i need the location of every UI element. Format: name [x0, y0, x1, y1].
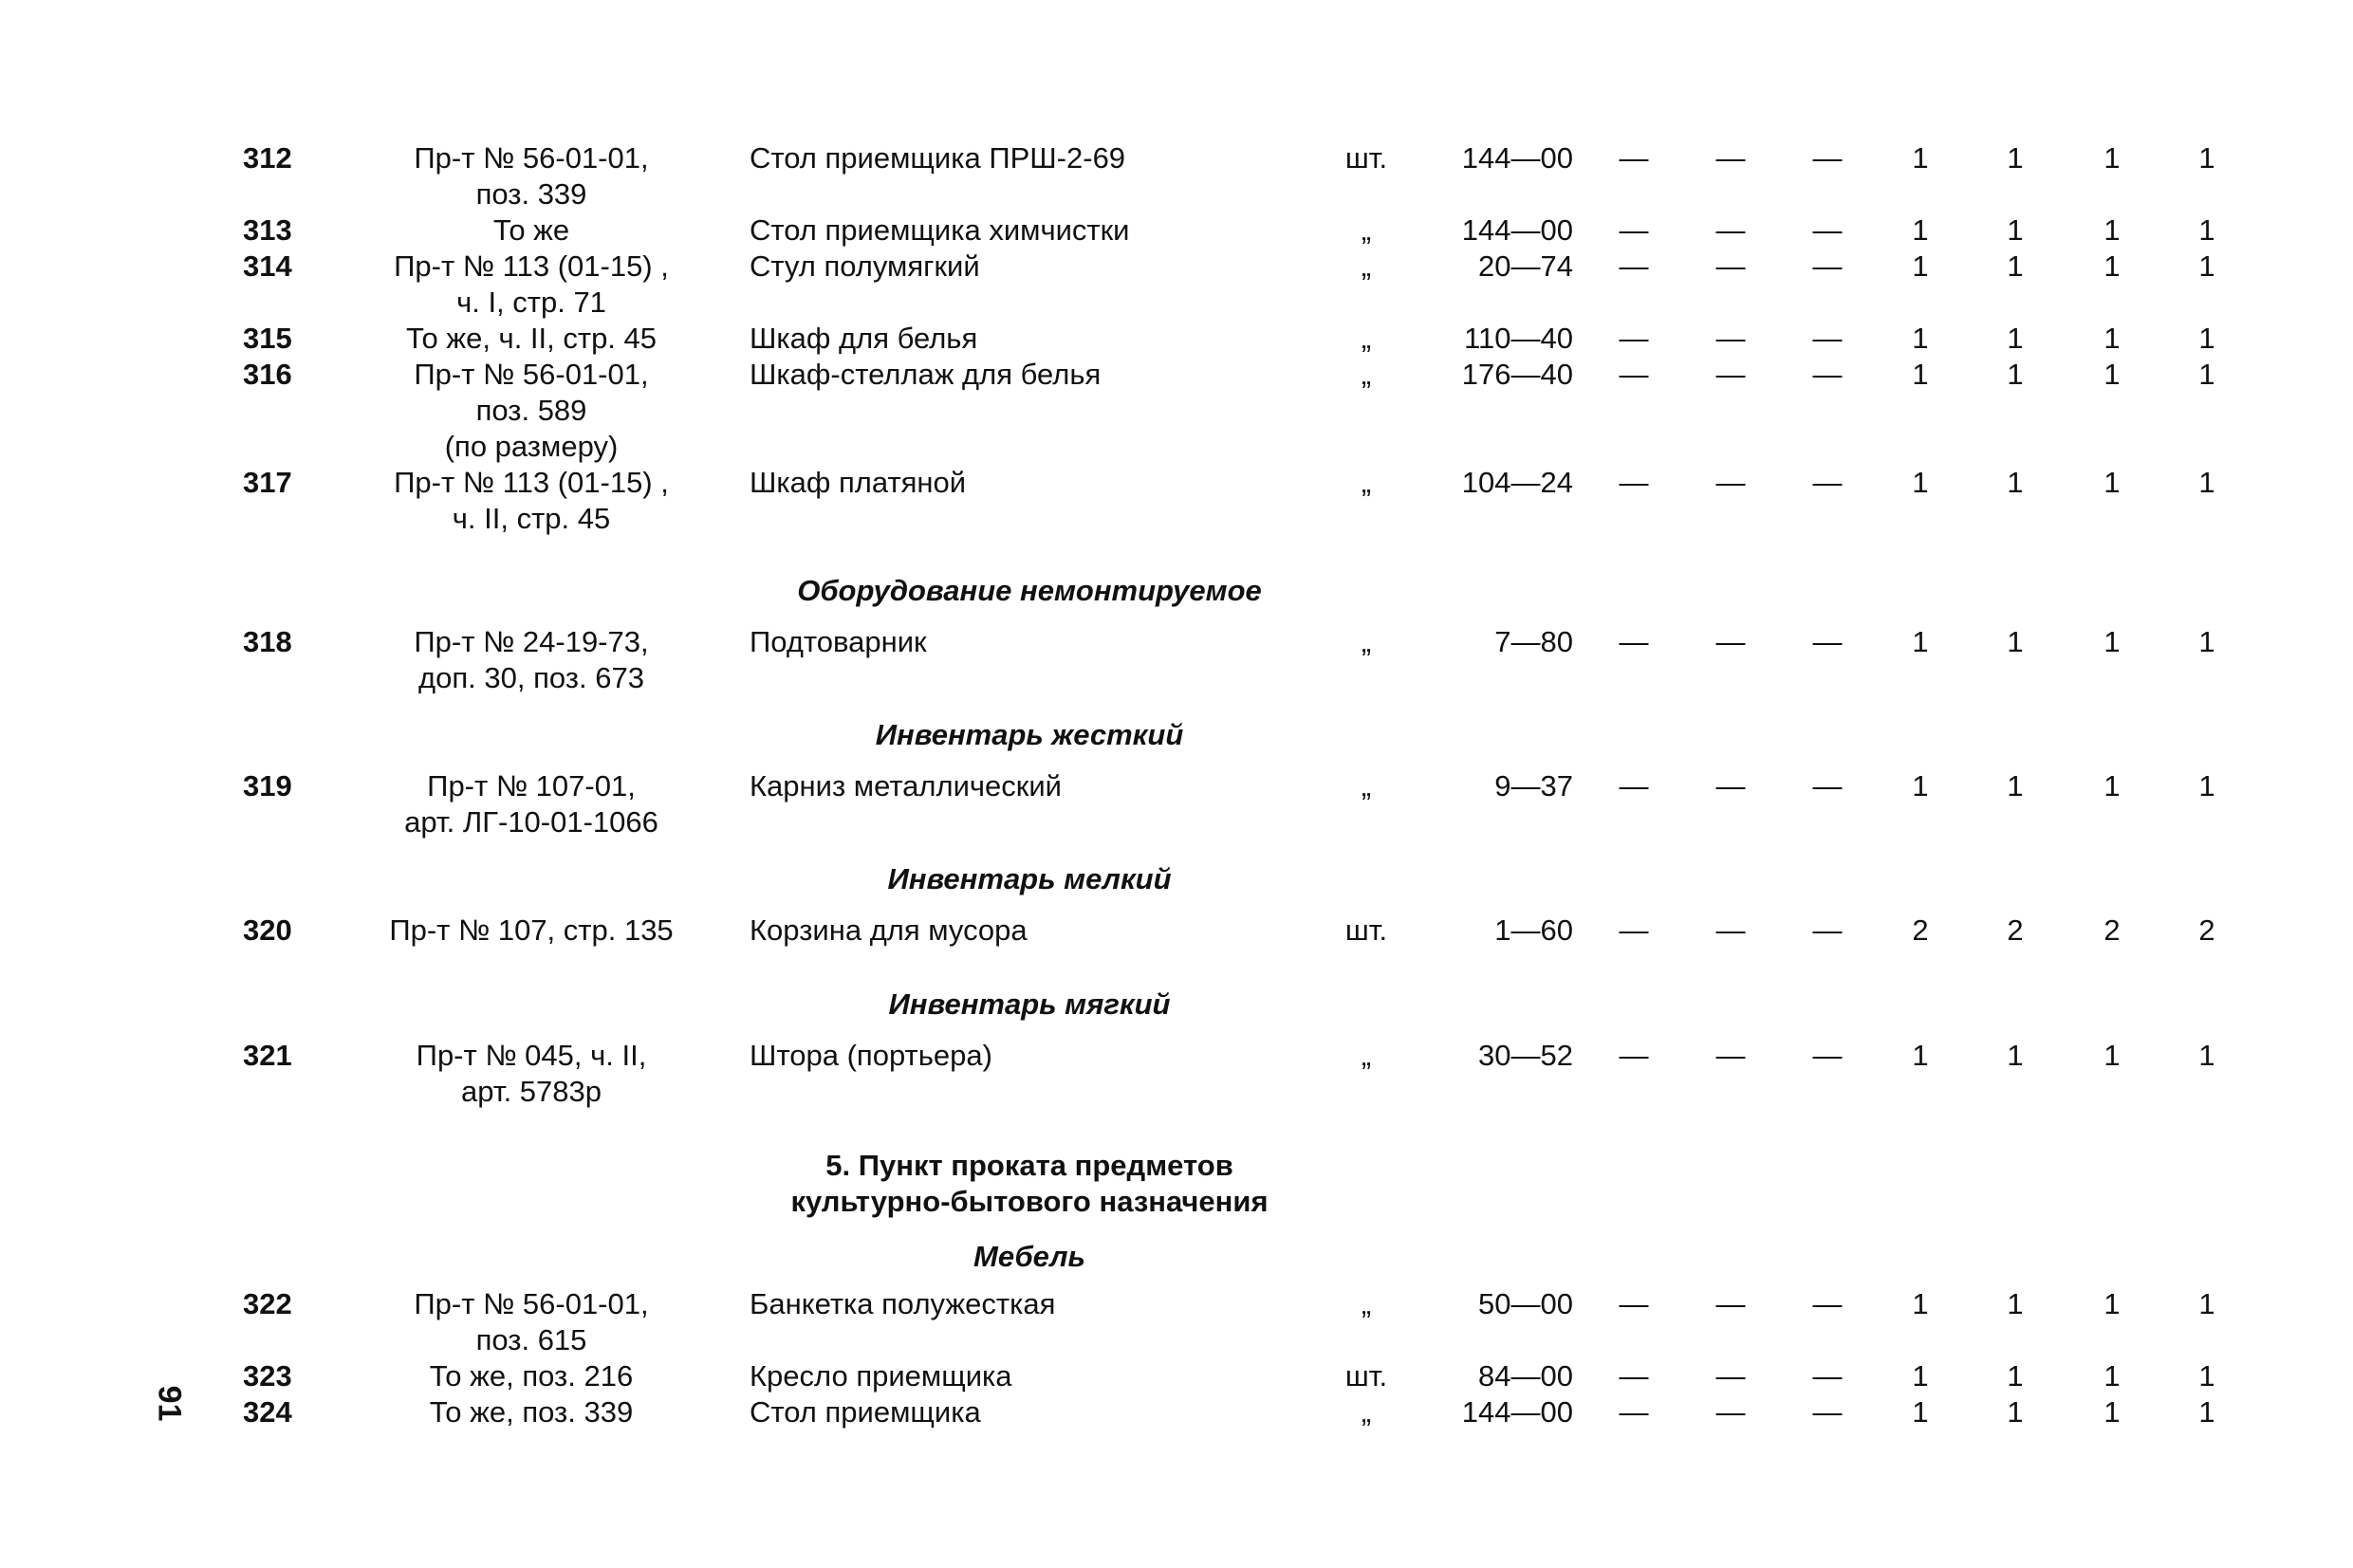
reference-cell: То же, поз. 339: [429, 1395, 634, 1429]
row-number: 317: [243, 466, 292, 499]
quantity-cell: 1: [2198, 358, 2215, 391]
reference-cell: Пр-т № 113 (01-15) , ч. II, стр. 45: [394, 466, 669, 535]
reference-cell: Пр-т № 045, ч. II, арт. 5783р: [416, 1039, 647, 1108]
heading-inventory-hard: Инвентарь жесткий: [875, 718, 1184, 751]
heading-equipment-nonmount: Оборудование немонтируемое: [797, 574, 1262, 607]
quantity-cell: —: [1812, 213, 1843, 247]
unit-cell: шт.: [1344, 1359, 1388, 1393]
item-name-cell: Штора (портьера): [750, 1039, 992, 1072]
quantity-cell: 1: [1912, 625, 1929, 658]
row-number: 314: [243, 249, 292, 283]
quantity-cell: 1: [2198, 1287, 2215, 1320]
row-number: 324: [243, 1395, 292, 1429]
price-cell: 144—00: [1461, 1395, 1573, 1429]
quantity-cell: 1: [2007, 769, 2024, 802]
item-name-cell: Шкаф для белья: [750, 322, 978, 355]
quantity-cell: —: [1715, 358, 1746, 391]
quantity-cell: —: [1715, 466, 1746, 499]
quantity-cell: —: [1715, 1287, 1746, 1320]
quantity-cell: 1: [1912, 249, 1929, 283]
quantity-cell: 1: [2103, 358, 2121, 391]
price-cell: 144—00: [1461, 213, 1573, 247]
quantity-cell: —: [1715, 1359, 1746, 1393]
quantity-cell: 1: [2103, 322, 2121, 355]
quantity-cell: 2: [1912, 913, 1929, 947]
quantity-cell: 1: [2198, 1359, 2215, 1393]
price-cell: 9—37: [1494, 769, 1573, 802]
quantity-cell: 1: [2103, 1039, 2121, 1072]
price-cell: 84—00: [1478, 1359, 1573, 1393]
quantity-cell: 1: [2103, 1287, 2121, 1320]
quantity-cell: —: [1715, 141, 1746, 175]
quantity-cell: —: [1812, 913, 1843, 947]
quantity-cell: 1: [2103, 1359, 2121, 1393]
quantity-cell: 1: [2198, 1395, 2215, 1429]
unit-cell: шт.: [1344, 141, 1388, 175]
unit-cell: „: [1361, 1039, 1372, 1072]
quantity-cell: 1: [2198, 322, 2215, 355]
reference-cell: Пр-т № 113 (01-15) , ч. I, стр. 71: [394, 249, 669, 319]
quantity-cell: —: [1812, 1039, 1843, 1072]
quantity-cell: 1: [2007, 1395, 2024, 1429]
row-number: 315: [243, 322, 292, 355]
quantity-cell: 1: [2103, 141, 2121, 175]
quantity-cell: 1: [2007, 1287, 2024, 1320]
quantity-cell: 1: [1912, 322, 1929, 355]
quantity-cell: —: [1812, 249, 1843, 283]
quantity-cell: 1: [1912, 769, 1929, 802]
quantity-cell: 1: [2198, 213, 2215, 247]
reference-cell: То же, ч. II, стр. 45: [405, 322, 658, 355]
quantity-cell: 1: [1912, 1395, 1929, 1429]
quantity-cell: 1: [2103, 213, 2121, 247]
section-5-title-line2: культурно-бытового назначения: [790, 1185, 1269, 1218]
quantity-cell: —: [1812, 625, 1843, 658]
unit-cell: шт.: [1344, 913, 1388, 947]
quantity-cell: 2: [2198, 913, 2215, 947]
unit-cell: „: [1361, 1395, 1372, 1429]
quantity-cell: 1: [2103, 249, 2121, 283]
quantity-cell: 1: [2007, 1039, 2024, 1072]
quantity-cell: —: [1715, 913, 1746, 947]
quantity-cell: 2: [2007, 913, 2024, 947]
quantity-cell: —: [1812, 322, 1843, 355]
quantity-cell: —: [1812, 1359, 1843, 1393]
quantity-cell: 1: [1912, 358, 1929, 391]
price-cell: 144—00: [1461, 141, 1573, 175]
quantity-cell: 1: [2007, 466, 2024, 499]
reference-cell: То же: [492, 213, 570, 247]
item-name-cell: Кресло приемщика: [750, 1359, 1012, 1393]
reference-cell: Пр-т № 107, стр. 135: [389, 913, 674, 947]
price-cell: 104—24: [1461, 466, 1573, 499]
heading-inventory-small: Инвентарь мелкий: [887, 862, 1172, 895]
quantity-cell: —: [1812, 1287, 1843, 1320]
quantity-cell: —: [1619, 913, 1649, 947]
quantity-cell: —: [1715, 249, 1746, 283]
quantity-cell: —: [1619, 249, 1649, 283]
item-name-cell: Подтоварник: [750, 625, 927, 658]
heading-furniture: Мебель: [973, 1240, 1085, 1273]
section-5-title-line1: 5. Пункт проката предметов: [825, 1149, 1233, 1182]
quantity-cell: 1: [2007, 1359, 2024, 1393]
row-number: 319: [243, 769, 292, 802]
reference-cell: Пр-т № 56-01-01, поз. 339: [414, 141, 649, 211]
quantity-cell: —: [1812, 769, 1843, 802]
quantity-cell: —: [1812, 466, 1843, 499]
price-cell: 1—60: [1494, 913, 1573, 947]
quantity-cell: 1: [2103, 466, 2121, 499]
price-cell: 110—40: [1464, 322, 1573, 355]
item-name-cell: Стол приемщика ПРШ-2-69: [750, 141, 1126, 175]
quantity-cell: 1: [2198, 769, 2215, 802]
price-cell: 30—52: [1478, 1039, 1573, 1072]
quantity-cell: —: [1619, 1359, 1649, 1393]
quantity-cell: —: [1812, 1395, 1843, 1429]
row-number: 320: [243, 913, 292, 947]
quantity-cell: —: [1619, 1287, 1649, 1320]
row-number: 323: [243, 1359, 292, 1393]
quantity-cell: —: [1619, 1395, 1649, 1429]
quantity-cell: 1: [2103, 625, 2121, 658]
quantity-cell: 1: [2007, 625, 2024, 658]
quantity-cell: —: [1619, 358, 1649, 391]
quantity-cell: 1: [1912, 1039, 1929, 1072]
item-name-cell: Банкетка полужесткая: [750, 1287, 1056, 1320]
unit-cell: „: [1361, 322, 1372, 355]
page-number: 91: [151, 1385, 188, 1422]
item-name-cell: Шкаф платяной: [750, 466, 967, 499]
unit-cell: „: [1361, 249, 1372, 283]
quantity-cell: —: [1619, 322, 1649, 355]
quantity-cell: —: [1812, 141, 1843, 175]
quantity-cell: 1: [2198, 466, 2215, 499]
price-cell: 50—00: [1478, 1287, 1573, 1320]
quantity-cell: 1: [1912, 466, 1929, 499]
quantity-cell: —: [1715, 213, 1746, 247]
row-number: 312: [243, 141, 292, 175]
quantity-cell: 1: [2198, 1039, 2215, 1072]
quantity-cell: —: [1812, 358, 1843, 391]
price-cell: 7—80: [1494, 625, 1573, 658]
unit-cell: „: [1361, 466, 1372, 499]
row-number: 313: [243, 213, 292, 247]
quantity-cell: 1: [1912, 1287, 1929, 1320]
heading-inventory-soft: Инвентарь мягкий: [888, 987, 1171, 1021]
quantity-cell: —: [1619, 1039, 1649, 1072]
reference-cell: Пр-т № 24-19-73, доп. 30, поз. 673: [414, 625, 649, 694]
unit-cell: „: [1361, 213, 1372, 247]
row-number: 316: [243, 358, 292, 391]
quantity-cell: 1: [2198, 141, 2215, 175]
price-cell: 20—74: [1478, 249, 1573, 283]
quantity-cell: —: [1619, 141, 1649, 175]
quantity-cell: 1: [2198, 249, 2215, 283]
unit-cell: „: [1361, 358, 1372, 391]
quantity-cell: 2: [2103, 913, 2121, 947]
quantity-cell: 1: [2198, 625, 2215, 658]
quantity-cell: 1: [2007, 141, 2024, 175]
quantity-cell: 1: [1912, 213, 1929, 247]
item-name-cell: Шкаф-стеллаж для белья: [750, 358, 1102, 391]
item-name-cell: Стол приемщика: [750, 1395, 981, 1429]
quantity-cell: 1: [2103, 769, 2121, 802]
price-cell: 176—40: [1461, 358, 1573, 391]
quantity-cell: —: [1715, 322, 1746, 355]
quantity-cell: 1: [1912, 1359, 1929, 1393]
quantity-cell: 1: [2007, 213, 2024, 247]
quantity-cell: 1: [2007, 358, 2024, 391]
row-number: 322: [243, 1287, 292, 1320]
quantity-cell: 1: [2007, 249, 2024, 283]
row-number: 318: [243, 625, 292, 658]
quantity-cell: —: [1619, 625, 1649, 658]
quantity-cell: 1: [1912, 141, 1929, 175]
quantity-cell: —: [1715, 1395, 1746, 1429]
reference-cell: Пр-т № 107-01, арт. ЛГ-10-01-1066: [404, 769, 658, 839]
quantity-cell: —: [1619, 466, 1649, 499]
item-name-cell: Карниз металлический: [750, 769, 1062, 802]
item-name-cell: Стол приемщика химчистки: [750, 213, 1130, 247]
row-number: 321: [243, 1039, 292, 1072]
reference-cell: То же, поз. 216: [429, 1359, 634, 1393]
unit-cell: „: [1361, 769, 1372, 802]
item-name-cell: Стул полумягкий: [750, 249, 980, 283]
quantity-cell: —: [1619, 769, 1649, 802]
quantity-cell: 1: [2103, 1395, 2121, 1429]
quantity-cell: —: [1715, 1039, 1746, 1072]
reference-cell: Пр-т № 56-01-01, поз. 615: [414, 1287, 649, 1356]
quantity-cell: —: [1715, 625, 1746, 658]
quantity-cell: —: [1619, 213, 1649, 247]
unit-cell: „: [1361, 625, 1372, 658]
item-name-cell: Корзина для мусора: [750, 913, 1028, 947]
unit-cell: „: [1361, 1287, 1372, 1320]
reference-cell: Пр-т № 56-01-01, поз. 589 (по размеру): [414, 358, 649, 463]
quantity-cell: —: [1715, 769, 1746, 802]
quantity-cell: 1: [2007, 322, 2024, 355]
